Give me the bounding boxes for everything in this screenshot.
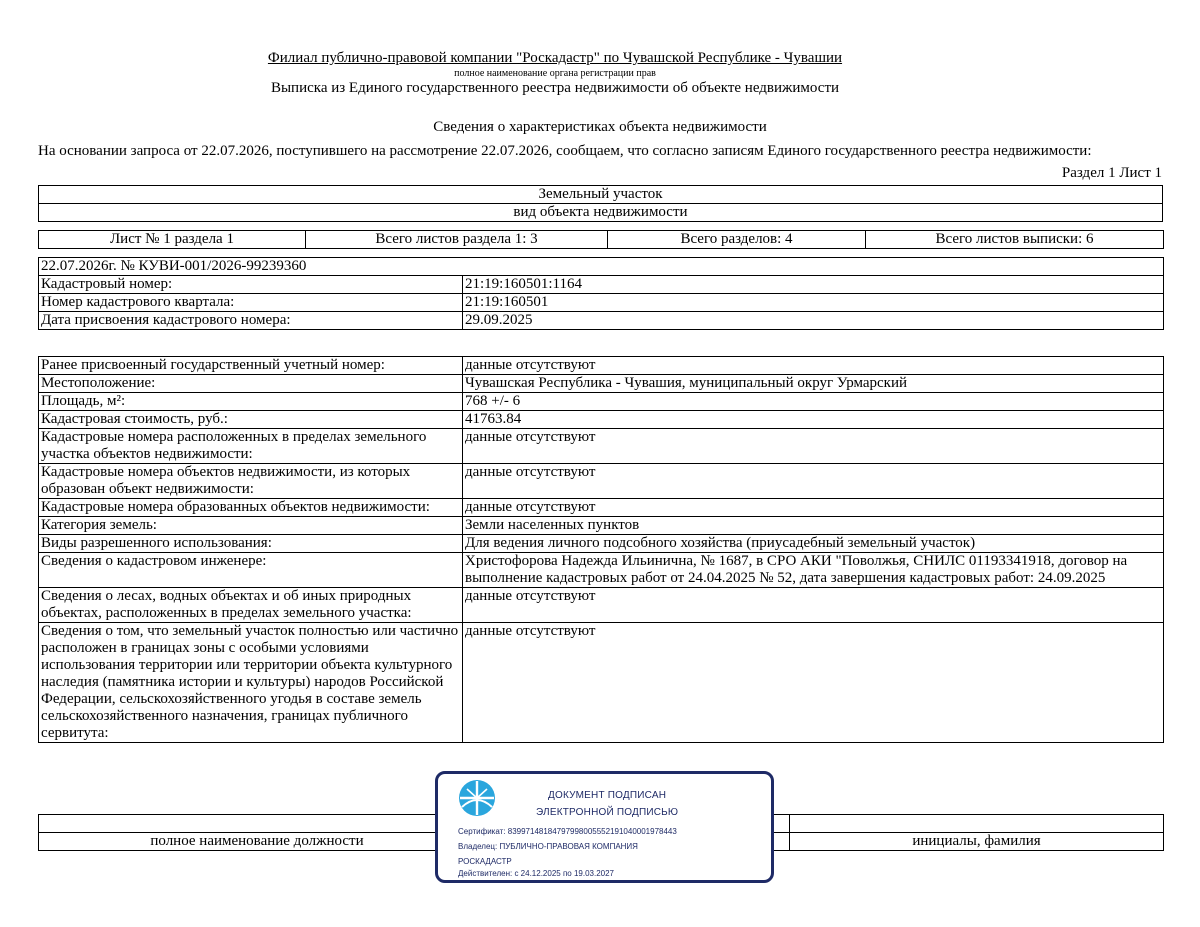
stamp-certificate: Сертификат: 83997148184797998005552191040001978443 — [458, 827, 677, 836]
row-value: данные отсутствуют — [463, 588, 1164, 623]
row-label: Дата присвоения кадастрового номера: — [39, 312, 463, 330]
row-value: Христофорова Надежда Ильинична, № 1687, в СРО АКИ "Поволжья, СНИЛС 01193341918, договор на выполнение кадастровых работ от 24.04.2025 № 52, дата завершения кадастровых работ: 24.09.2025 — [463, 553, 1164, 588]
row-label: Категория земель: — [39, 517, 463, 535]
stamp-heading: ДОКУМЕНТ ПОДПИСАН — [548, 790, 667, 801]
object-type-table — [38, 185, 1163, 222]
row-label: Местоположение: — [39, 375, 463, 393]
main-info-table — [38, 257, 1164, 330]
position-caption: полное наименование должности — [39, 833, 476, 851]
sheet-number: Лист № 1 раздела 1 — [39, 231, 306, 249]
row-label: Виды разрешенного использования: — [39, 535, 463, 553]
row-label: Сведения о кадастровом инженере: — [39, 553, 463, 588]
table-row — [39, 312, 1164, 330]
object-type-value: Земельный участок — [39, 186, 1163, 204]
sheets-total: Всего листов выписки: 6 — [866, 231, 1164, 249]
stamp-owner: Владелец: ПУБЛИЧНО-ПРАВОВАЯ КОМПАНИЯ — [458, 842, 638, 851]
electronic-signature-stamp — [435, 771, 774, 883]
table-row — [39, 535, 1164, 553]
table-row — [39, 357, 1164, 375]
organization-name: Филиал публично-правовой компании "Роскадастр" по Чувашской Республике - Чувашии — [267, 50, 843, 66]
row-value: данные отсутствуют — [463, 499, 1164, 517]
table-row — [39, 499, 1164, 517]
stamp-subheading: ЭЛЕКТРОННОЙ ПОДПИСЬЮ — [536, 807, 679, 818]
row-value: данные отсутствуют — [463, 357, 1164, 375]
table-row — [39, 411, 1164, 429]
name-caption: инициалы, фамилия — [790, 833, 1164, 851]
stamp-owner-cont: РОСКАДАСТР — [458, 857, 512, 866]
organization-caption: полное наименование органа регистрации прав — [454, 68, 656, 79]
table-row — [39, 294, 1164, 312]
row-label: Сведения о лесах, водных объектах и об иных природных объектах, расположенных в пределах земельного участка: — [39, 588, 463, 623]
table-row — [39, 517, 1164, 535]
row-label: Ранее присвоенный государственный учетный номер: — [39, 357, 463, 375]
sections-total: Всего разделов: 4 — [608, 231, 866, 249]
pages-table — [38, 230, 1164, 249]
row-label: Площадь, м²: — [39, 393, 463, 411]
row-label: Номер кадастрового квартала: — [39, 294, 463, 312]
row-value: Земли населенных пунктов — [463, 517, 1164, 535]
row-label: Сведения о том, что земельный участок полностью или частично расположен в границах зоны с особыми условиями использования территории или территории объекта культурного наследия (памятника истории и культуры) народов Российской Федерации, сельскохозяйственного угодья в составе земель сельскохозяйственного назначения, границах публичного сервитута: — [39, 623, 463, 743]
stamp-valid: Действителен: с 24.12.2025 по 19.03.2027 — [458, 869, 614, 878]
row-value: данные отсутствуют — [463, 623, 1164, 743]
position-field — [39, 815, 476, 833]
table-row — [39, 464, 1164, 499]
table-row — [39, 623, 1164, 743]
table-row — [39, 429, 1164, 464]
row-value: 768 +/- 6 — [463, 393, 1164, 411]
row-label: Кадастровый номер: — [39, 276, 463, 294]
row-value: данные отсутствуют — [463, 429, 1164, 464]
table-row — [39, 588, 1164, 623]
object-type-caption: вид объекта недвижимости — [39, 204, 1163, 222]
row-value: 29.09.2025 — [463, 312, 1164, 330]
row-value: Для ведения личного подсобного хозяйства (приусадебный земельный участок) — [463, 535, 1164, 553]
attributes-table — [38, 356, 1164, 743]
table-row — [39, 553, 1164, 588]
table-row — [39, 375, 1164, 393]
row-label: Кадастровые номера расположенных в пределах земельного участка объектов недвижимости: — [39, 429, 463, 464]
table-row — [39, 393, 1164, 411]
name-field — [790, 815, 1164, 833]
row-value: 21:19:160501 — [463, 294, 1164, 312]
row-value: 21:19:160501:1164 — [463, 276, 1164, 294]
row-value: данные отсутствуют — [463, 464, 1164, 499]
row-value: Чувашская Республика - Чувашия, муниципальный округ Урмарский — [463, 375, 1164, 393]
intro-text: На основании запроса от 22.07.2026, поступившего на рассмотрение 22.07.2026, сообщаем, что согласно записям Единого государственного реестра недвижимости: — [38, 143, 1092, 159]
section-title: Сведения о характеристиках объекта недвижимости — [433, 119, 767, 135]
row-label: Кадастровые номера образованных объектов недвижимости: — [39, 499, 463, 517]
roskadastr-logo-icon — [458, 779, 496, 817]
row-value: 41763.84 — [463, 411, 1164, 429]
sheets-in-section: Всего листов раздела 1: 3 — [306, 231, 608, 249]
row-label: Кадастровая стоимость, руб.: — [39, 411, 463, 429]
table-row — [39, 276, 1164, 294]
page-reference: Раздел 1 Лист 1 — [1061, 165, 1162, 181]
document-title: Выписка из Единого государственного реестра недвижимости об объекте недвижимости — [270, 80, 840, 96]
row-label: Кадастровые номера объектов недвижимости, из которых образован объект недвижимости: — [39, 464, 463, 499]
record-number: 22.07.2026г. № КУВИ-001/2026-99239360 — [39, 258, 1164, 276]
